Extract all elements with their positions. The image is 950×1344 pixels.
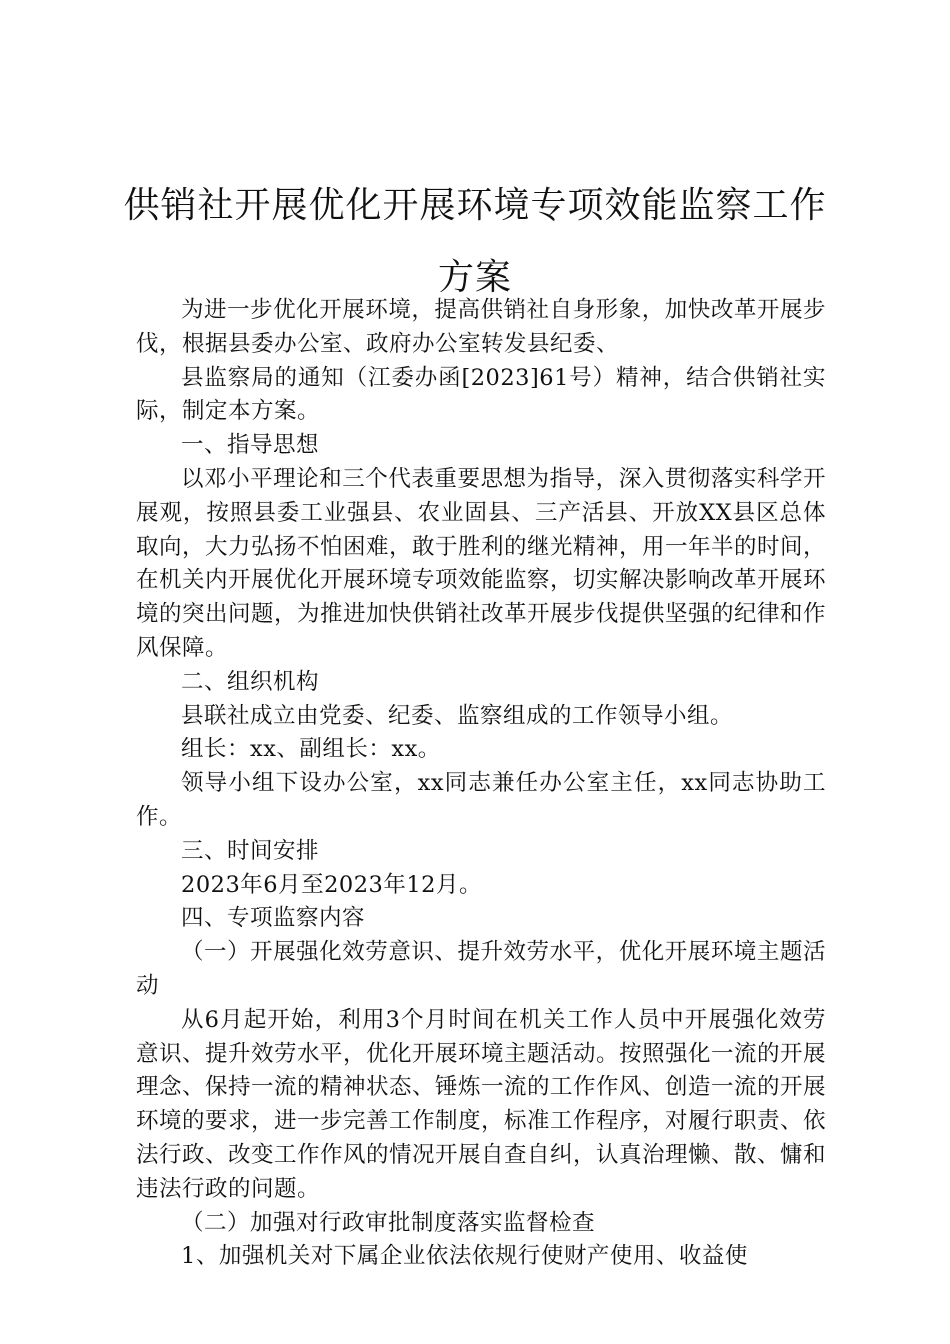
paragraph-subsection-1: 从6月起开始，利用3个月时间在机关工作人员中开展强化效劳意识、提升效劳水平，优化开展环境主题活动。按照强化一流的开展理念、保持一流的精神状态、锤炼一流的工作作风、创造一流的开展环境的要求，进一步完善工作制度，标准工作程序，对履行职责、依法行政、改变工作作风的情况开展自查自纠，认真治理懒、散、慵和违法行政的问题。 xyxy=(136,1006,827,1202)
paragraph-office: 领导小组下设办公室，xx同志兼任办公室主任，xx同志协助工作。 xyxy=(136,770,826,830)
section-heading-content: 四、专项监察内容 xyxy=(181,905,366,932)
paragraph-intro-continued: 县监察局的通知（江委办函[2023]61号）精神，结合供销社实际，制定本方案。 xyxy=(136,364,826,425)
paragraph-leaders: 组长：xx、副组长：xx。 xyxy=(181,736,441,763)
section-heading-organization: 二、组织机构 xyxy=(181,668,320,695)
section-heading-schedule: 三、时间安排 xyxy=(181,837,320,864)
document-body xyxy=(136,294,826,1274)
paragraph-item-1: 1、加强机关对下属企业依法依规行使财产使用、收益使 xyxy=(181,1243,748,1270)
section-heading-guiding-ideology: 一、指导思想 xyxy=(181,432,320,459)
document-title: 供销社开展优化开展环境专项效能监察工作方案 xyxy=(123,185,827,298)
paragraph-guiding-ideology: 以邓小平理论和三个代表重要思想为指导，深入贯彻落实科学开展观，按照县委工业强县、农业固县、三产活县、开放XX县区总体取向，大力弘扬不怕困难，敢于胜利的继光精神，用一年半的时间，在机关内开展优化开展环境专项效能监察，切实解决影响改革开展环境的突出问题，为推进加快供销社改革开展步伐提供坚强的纪律和作风保障。 xyxy=(136,465,827,661)
subsection-heading-2: （二）加强对行政审批制度落实监督检查 xyxy=(181,1209,596,1236)
paragraph-organization: 县联社成立由党委、纪委、监察组成的工作领导小组。 xyxy=(181,702,734,729)
subsection-heading-1: （一）开展强化效劳意识、提升效劳水平，优化开展环境主题活动 xyxy=(136,939,826,999)
paragraph-intro: 为进一步优化开展环境，提高供销社自身形象，加快改革开展步伐，根据县委办公室、政府办公室转发县纪委、 xyxy=(136,297,826,357)
paragraph-schedule: 2023年6月至2023年12月。 xyxy=(181,871,482,898)
